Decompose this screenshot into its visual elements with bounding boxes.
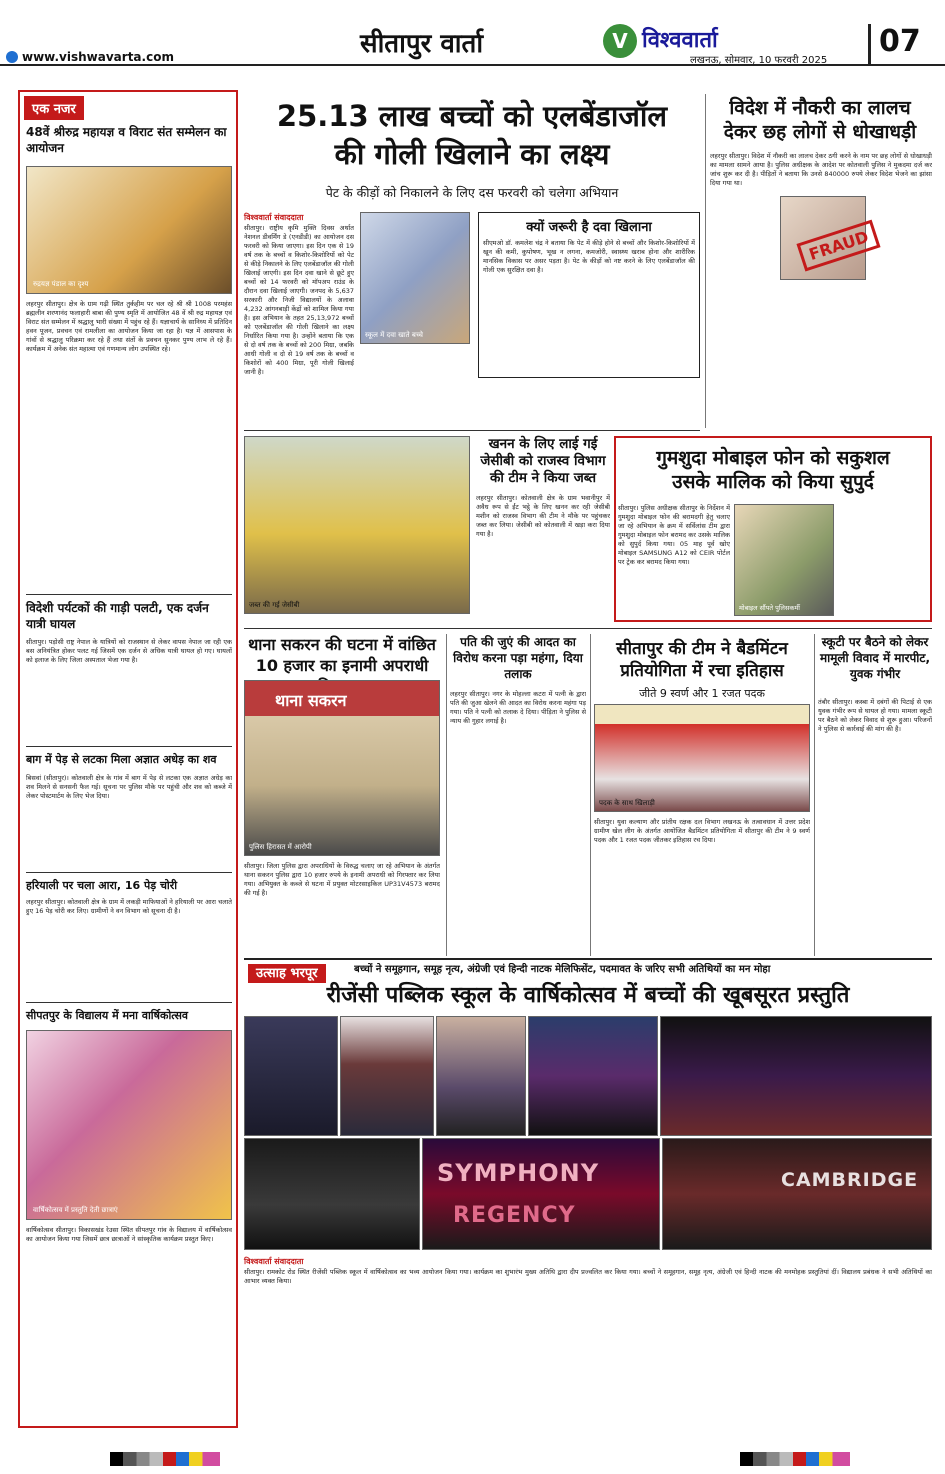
lead-photo bbox=[360, 212, 470, 344]
yagya-photo bbox=[26, 166, 232, 294]
school-photo-2 bbox=[340, 1016, 434, 1136]
jcb-headline: खनन के लिए लाई गई जेसीबी को राजस्व विभाग की टीम ने किया जब्त bbox=[480, 436, 606, 486]
school-kicker: बच्चों ने समूहगान, समूह नृत्य, अंग्रेजी एवं हिन्दी नाटक मेलिफिसेंट, पदमावत के जरिए सभी अतिथियों का मन मोहा bbox=[354, 964, 771, 975]
jcb-photo bbox=[244, 436, 470, 614]
left-story3-headline: बाग में पेड़ से लटका मिला अज्ञात अधेड़ का शव bbox=[26, 753, 217, 766]
lead-headline-line1: 25.13 लाख बच्चों को एलबेंडाजॉल bbox=[276, 99, 668, 133]
badminton-subheadline: जीते 9 स्वर्ण और 1 रजत पदक bbox=[639, 687, 765, 700]
thana-photo bbox=[244, 680, 440, 856]
thana-photo-caption: पुलिस हिरासत में आरोपी bbox=[249, 843, 312, 851]
section-tag: एक नजर bbox=[24, 96, 84, 120]
left-story2-body: सीतापुर। पड़ोसी राष्ट्र नेपाल के यात्रियों को राजस्थान से लेकर वापस नेपाल जा रही एक बस अनियंत्रित होकर पलट गई जिसमें एक दर्जन से अधिक यात्री घायल हो गए। घायलों को इलाज के लिए जिला अस्पताल भेजा गया है। bbox=[26, 638, 232, 664]
badminton-body: सीतापुर। युवा कल्याण और प्रांतीय रक्षक दल विभाग लखनऊ के तत्वावधान में उत्तर प्रदेश ग्रामीण खेल लीग के अंतर्गत आयोजित बैडमिंटन प्रतियोगिता में सीतापुर की टीम ने 9 स्वर्ण पदक और 1 रजत पदक जीतकर इतिहास रच दिया। bbox=[594, 818, 810, 844]
browser-icon bbox=[6, 51, 18, 63]
left-story5-headline: सीपतपुर के विद्यालय में मना वार्षिकोत्सव bbox=[26, 1009, 189, 1022]
column-rule bbox=[814, 634, 815, 956]
lead-photo-caption: स्कूल में दवा खाते बच्चे bbox=[365, 331, 423, 339]
school-body: सीतापुर। रामकोट रोड स्थित रीजेंसी पब्लिक स्कूल में वार्षिकोत्सव का भव्य आयोजन किया गया। कार्यक्रम का शुभारंभ मुख्य अतिथि द्वारा दीप प्रज्वलित कर किया गया। बच्चों ने समूहगान, समूह नृत्य, अंग्रेजी एवं हिन्दी नाटक की मनमोहक प्रस्तुतियां दीं। विद्यालय प्रबंधक ने सभी अतिथियों का आभार व्यक्त किया। bbox=[244, 1268, 932, 1285]
lead-body: सीतापुर। राष्ट्रीय कृमि मुक्ति दिवस अर्थात नेशनल डीवर्मिंग डे (एनडीडी) का आयोजन दस फरवरी को किया जाएगा। इस दिन एक से 19 वर्ष तक के बच्चों व किशोर-किशोरियों को पेट से कीड़े निकालने के लिए एलबेंडाजॉल की गोली खिलाई जाएगी। इस दिन दवा खाने से छूटे हुए बच्चों को 14 फरवरी को मॉपअप राउंड के दौरान दवा खिलाई जाएगी। जनपद के 5,637 सरकारी और निजी विद्यालयों के अलावा 4,232 आंगनबाड़ी केंद्रों को शामिल किया गया है। इस अभियान के तहत 25,13,972 बच्चों को एलबेंडाजॉल की गोली खिलाने का लक्ष्य निर्धारित किया गया है। उन्होंने बताया कि एक से दो वर्ष तक के बच्चों को 200 मिग्रा, जबकि आधी गोली व दो से 19 वर्ष तक के बच्चों व किशोरों को 400 मिग्रा, पूरी गोली खिलाई जानी है। bbox=[244, 224, 354, 376]
divorce-headline: पति की जुएं की आदत का विरोध करना पड़ा महंगा, दिया तलाक bbox=[453, 635, 583, 681]
lead-byline: विश्ववार्ता संवाददाता bbox=[244, 213, 304, 222]
school-byline: विश्ववार्ता संवाददाता bbox=[244, 1257, 304, 1266]
badminton-headline-line2: प्रतियोगिता में रचा इतिहास bbox=[620, 661, 784, 681]
left-story2-headline: विदेशी पर्यटकों की गाड़ी पलटी, एक दर्जन यात्री घायल bbox=[26, 601, 209, 631]
page-number: 07 bbox=[868, 24, 924, 64]
school-photo-6 bbox=[244, 1138, 420, 1250]
divider bbox=[244, 958, 932, 960]
school-photo-1 bbox=[244, 1016, 338, 1136]
school-photo-8 bbox=[662, 1138, 932, 1250]
column-rule bbox=[446, 634, 447, 956]
registration-bar-right bbox=[740, 1452, 850, 1466]
banner-cambridge-text: CAMBRIDGE bbox=[781, 1169, 919, 1191]
brand-logo-icon: V bbox=[603, 24, 637, 58]
mobile-headline-line1: गुमशुदा मोबाइल फोन को सकुशल bbox=[656, 447, 890, 469]
fraud-headline-line1: विदेश में नौकरी का लालच bbox=[729, 97, 911, 119]
thana-sign-text: थाना सकरन bbox=[275, 691, 347, 710]
school-girls-photo bbox=[26, 1030, 232, 1220]
mobile-body: सीतापुर। पुलिस अधीक्षक सीतापुर के निर्देशन में गुमशुदा मोबाइल फोन की बरामदगी हेतु चलाए जा रहे अभियान के क्रम में सर्विलांस टीम द्वारा गुमशुदा मोबाइल फोन बरामद कर उसके मालिक को सुपुर्द किया गया। 05 माह पूर्व खोए मोबाइल SAMSUNG A12 को CEIR पोर्टल पर ट्रेक कर बरामद किया गया। bbox=[618, 504, 730, 566]
website-url[interactable]: www.vishwavarta.com bbox=[22, 50, 174, 64]
school-photo-3 bbox=[436, 1016, 526, 1136]
website-link[interactable] bbox=[6, 50, 174, 64]
edition-title: सीतापुर वार्ता bbox=[360, 29, 484, 59]
school-headline: रीजेंसी पब्लिक स्कूल के वार्षिकोत्सव में बच्चों की खूबसूरत प्रस्तुति bbox=[326, 983, 850, 1008]
lead-sidebar-body: सीएमओ डॉ. कमलेश चंद्र ने बताया कि पेट में कीड़े होने से बच्चों और किशोर-किशोरियों में खून की कमी, कुपोषण, भूख न लगना, कमजोरी, स्वास्थ्य खराब होना और शारीरिक मानसिक विकास पर असर पड़ता है। पेट के कीड़ों को नष्ट करने के लिए एलबेंडाजॉल की गोली एक सुरक्षित दवा है। bbox=[483, 239, 695, 274]
badminton-photo-caption: पदक के साथ खिलाड़ी bbox=[599, 799, 655, 807]
badminton-photo bbox=[594, 704, 810, 812]
column-rule bbox=[705, 94, 706, 428]
divider bbox=[26, 594, 232, 595]
fraud-body: लहरपुर सीतापुर। विदेश में नौकरी का लालच देकर ठगी करने के नाम पर छह लोगों से धोखाधड़ी का मामला सामने आया है। पुलिस अधीक्षक के आदेश पर कोतवाली पुलिस ने मुकदमा दर्ज कर जांच शुरू कर दी है। पीड़ितों ने बताया कि उनसे 840000 रुपये लेकर विदेश भेजने का झांसा दिया गया था। bbox=[710, 152, 932, 187]
thana-body: सीतापुर। जिला पुलिस द्वारा अपराधियों के विरुद्ध चलाए जा रहे अभियान के अंतर्गत थाना सकरन पुलिस द्वारा 10 हजार रुपये के इनामी अपराधी को गिरफ्तार कर लिया गया। अभियुक्त के कब्जे से घटना में प्रयुक्त मोटरसाइकिल UP31V4573 बरामद की गई है। bbox=[244, 862, 440, 897]
divorce-body: लहरपुर सीतापुर। नगर के मोहल्ला कटरा में पत्नी के द्वारा पति की जुआ खेलने की आदत का विरोध करना महंगा पड़ गया। पति ने पत्नी को तलाक दे दिया। पीड़िता ने पुलिस से न्याय की गुहार लगाई है। bbox=[450, 690, 586, 725]
jcb-body: लहरपुर सीतापुर। कोतवाली क्षेत्र के ग्राम भवानीपुर में अवैध रूप से ईंट भट्ठे के लिए खनन कर रही जेसीबी मशीन को राजस्व विभाग की टीम ने मौके पर पहुंचकर जब्त कर लिया। जेसीबी को कोतवाली में खड़ा करा दिया गया है। bbox=[476, 494, 610, 538]
lead-headline-line2: की गोली खिलाने का लक्ष्य bbox=[334, 137, 610, 171]
jcb-photo-caption: जब्त की गई जेसीबी bbox=[249, 601, 300, 609]
lead-subheadline: पेट के कीड़ों को निकालने के लिए दस फरवरी को चलेगा अभियान bbox=[325, 185, 619, 200]
fraud-stamp-text: FRAUD bbox=[796, 219, 880, 271]
left-story1-body: लहरपुर सीतापुर। क्षेत्र के ग्राम गढ़ी स्थित तुर्कहीम पर चल रहे श्री श्री 1008 परमहंस ब्रह्मलीन शरणानंद फलाहारी बाबा की पुण्य स्मृति में आयोजित 48 वें श्री रुद्र महायज्ञ एवं विराट संत सम्मेलन में श्रद्धालु भारी संख्या में पहुंच रहे हैं। यज्ञाचार्य के सानिध्य में प्रतिदिन हवन पूजन, प्रवचन एवं रामलीला का आयोजन किया जा रहा है। यज्ञ में आसपास के गांवों से श्रद्धालु परिक्रमा कर रहे हैं तथा संतों के प्रवचन सुनकर पुण्य लाभ ले रहे हैं। कार्यक्रम में अनेक संत महात्मा एवं गणमान्य लोग उपस्थित रहे। bbox=[26, 300, 232, 353]
divider bbox=[26, 872, 232, 873]
scooty-headline: स्कूटी पर बैठने को लेकर मामूली विवाद में मारपीट, युवक गंभीर bbox=[819, 635, 931, 681]
mobile-photo bbox=[734, 504, 834, 616]
brand-name: विश्ववार्ता bbox=[642, 28, 718, 53]
lead-sidebar-box bbox=[478, 212, 700, 378]
divider bbox=[244, 430, 700, 431]
left-story3-body: बिसवां (सीतापुर)। कोतवाली क्षेत्र के गांव में बाग में पेड़ से लटका एक अज्ञात अधेड़ का शव मिलने से सनसनी फैल गई। सूचना पर पुलिस मौके पर पहुंची और शव को कब्जे में लेकर पोस्टमार्टम के लिए भेज दिया। bbox=[26, 774, 232, 800]
thana-headline: थाना सकरन की घटना में वांछित 10 हजार का इनामी अपराधी bbox=[248, 635, 436, 675]
left-story5-body: वार्षिकोत्सव सीतापुर। विकासखंड रेउसा स्थित सीपतपुर गांव के विद्यालय में वार्षिकोत्सव का आयोजन किया गया जिसमें छात्र छात्राओं ने सांस्कृतिक कार्यक्रम प्रस्तुत किए। bbox=[26, 1226, 232, 1243]
divider bbox=[26, 746, 232, 747]
left-story4-body: लहरपुर सीतापुर। कोतवाली क्षेत्र के ग्राम में लकड़ी माफियाओं ने हरियाली पर आरा चलाते हुए 16 पेड़ चोरी कर लिए। ग्रामीणों ने वन विभाग को सूचना दी है। bbox=[26, 898, 232, 915]
banner-symphony-text: SYMPHONY bbox=[437, 1159, 600, 1187]
divider bbox=[26, 1002, 232, 1003]
left-story4-headline: हरियाली पर चला आरा, 16 पेड़ चोरी bbox=[26, 879, 178, 892]
mobile-headline-line2: उसके मालिक को किया सुपुर्द bbox=[672, 471, 874, 493]
registration-bar-left bbox=[110, 1452, 220, 1466]
fraud-photo bbox=[780, 196, 871, 280]
column-rule bbox=[590, 634, 591, 956]
mobile-photo-caption: मोबाइल सौंपते पुलिसकर्मी bbox=[739, 604, 800, 612]
school-girls-photo-caption: वार्षिकोत्सव में प्रस्तुति देती छात्राएं bbox=[33, 1206, 118, 1214]
school-photo-4 bbox=[528, 1016, 658, 1136]
dateline: लखनऊ, सोमवार, 10 फरवरी 2025 bbox=[690, 55, 828, 66]
yagya-photo-caption: रुद्रयज्ञ पंडाल का दृश्य bbox=[33, 280, 89, 288]
banner-regency-text: REGENCY bbox=[453, 1203, 576, 1228]
left-story1-headline: 48वें श्रीरुद्र महायज्ञ व विराट संत सम्मेलन का आयोजन bbox=[26, 125, 227, 155]
divider bbox=[244, 628, 932, 629]
school-ribbon: उत्साह भरपूर bbox=[248, 962, 326, 981]
badminton-headline-line1: सीतापुर की टीम ने बैडमिंटन bbox=[616, 639, 788, 659]
lead-sidebar-title: क्यों जरूरी है दवा खिलाना bbox=[526, 220, 652, 235]
school-photo-7 bbox=[422, 1138, 660, 1250]
school-photo-5 bbox=[660, 1016, 932, 1136]
scooty-body: तंबौर सीतापुर। कस्बा में दबंगों की पिटाई से एक युवक गंभीर रूप से घायल हो गया। मामला स्कूटी पर बैठने को लेकर विवाद से शुरू हुआ। परिजनों ने पुलिस से कार्रवाई की मांग की है। bbox=[818, 698, 932, 733]
fraud-headline-line2: देकर छह लोगों से धोखाधड़ी bbox=[723, 121, 917, 143]
